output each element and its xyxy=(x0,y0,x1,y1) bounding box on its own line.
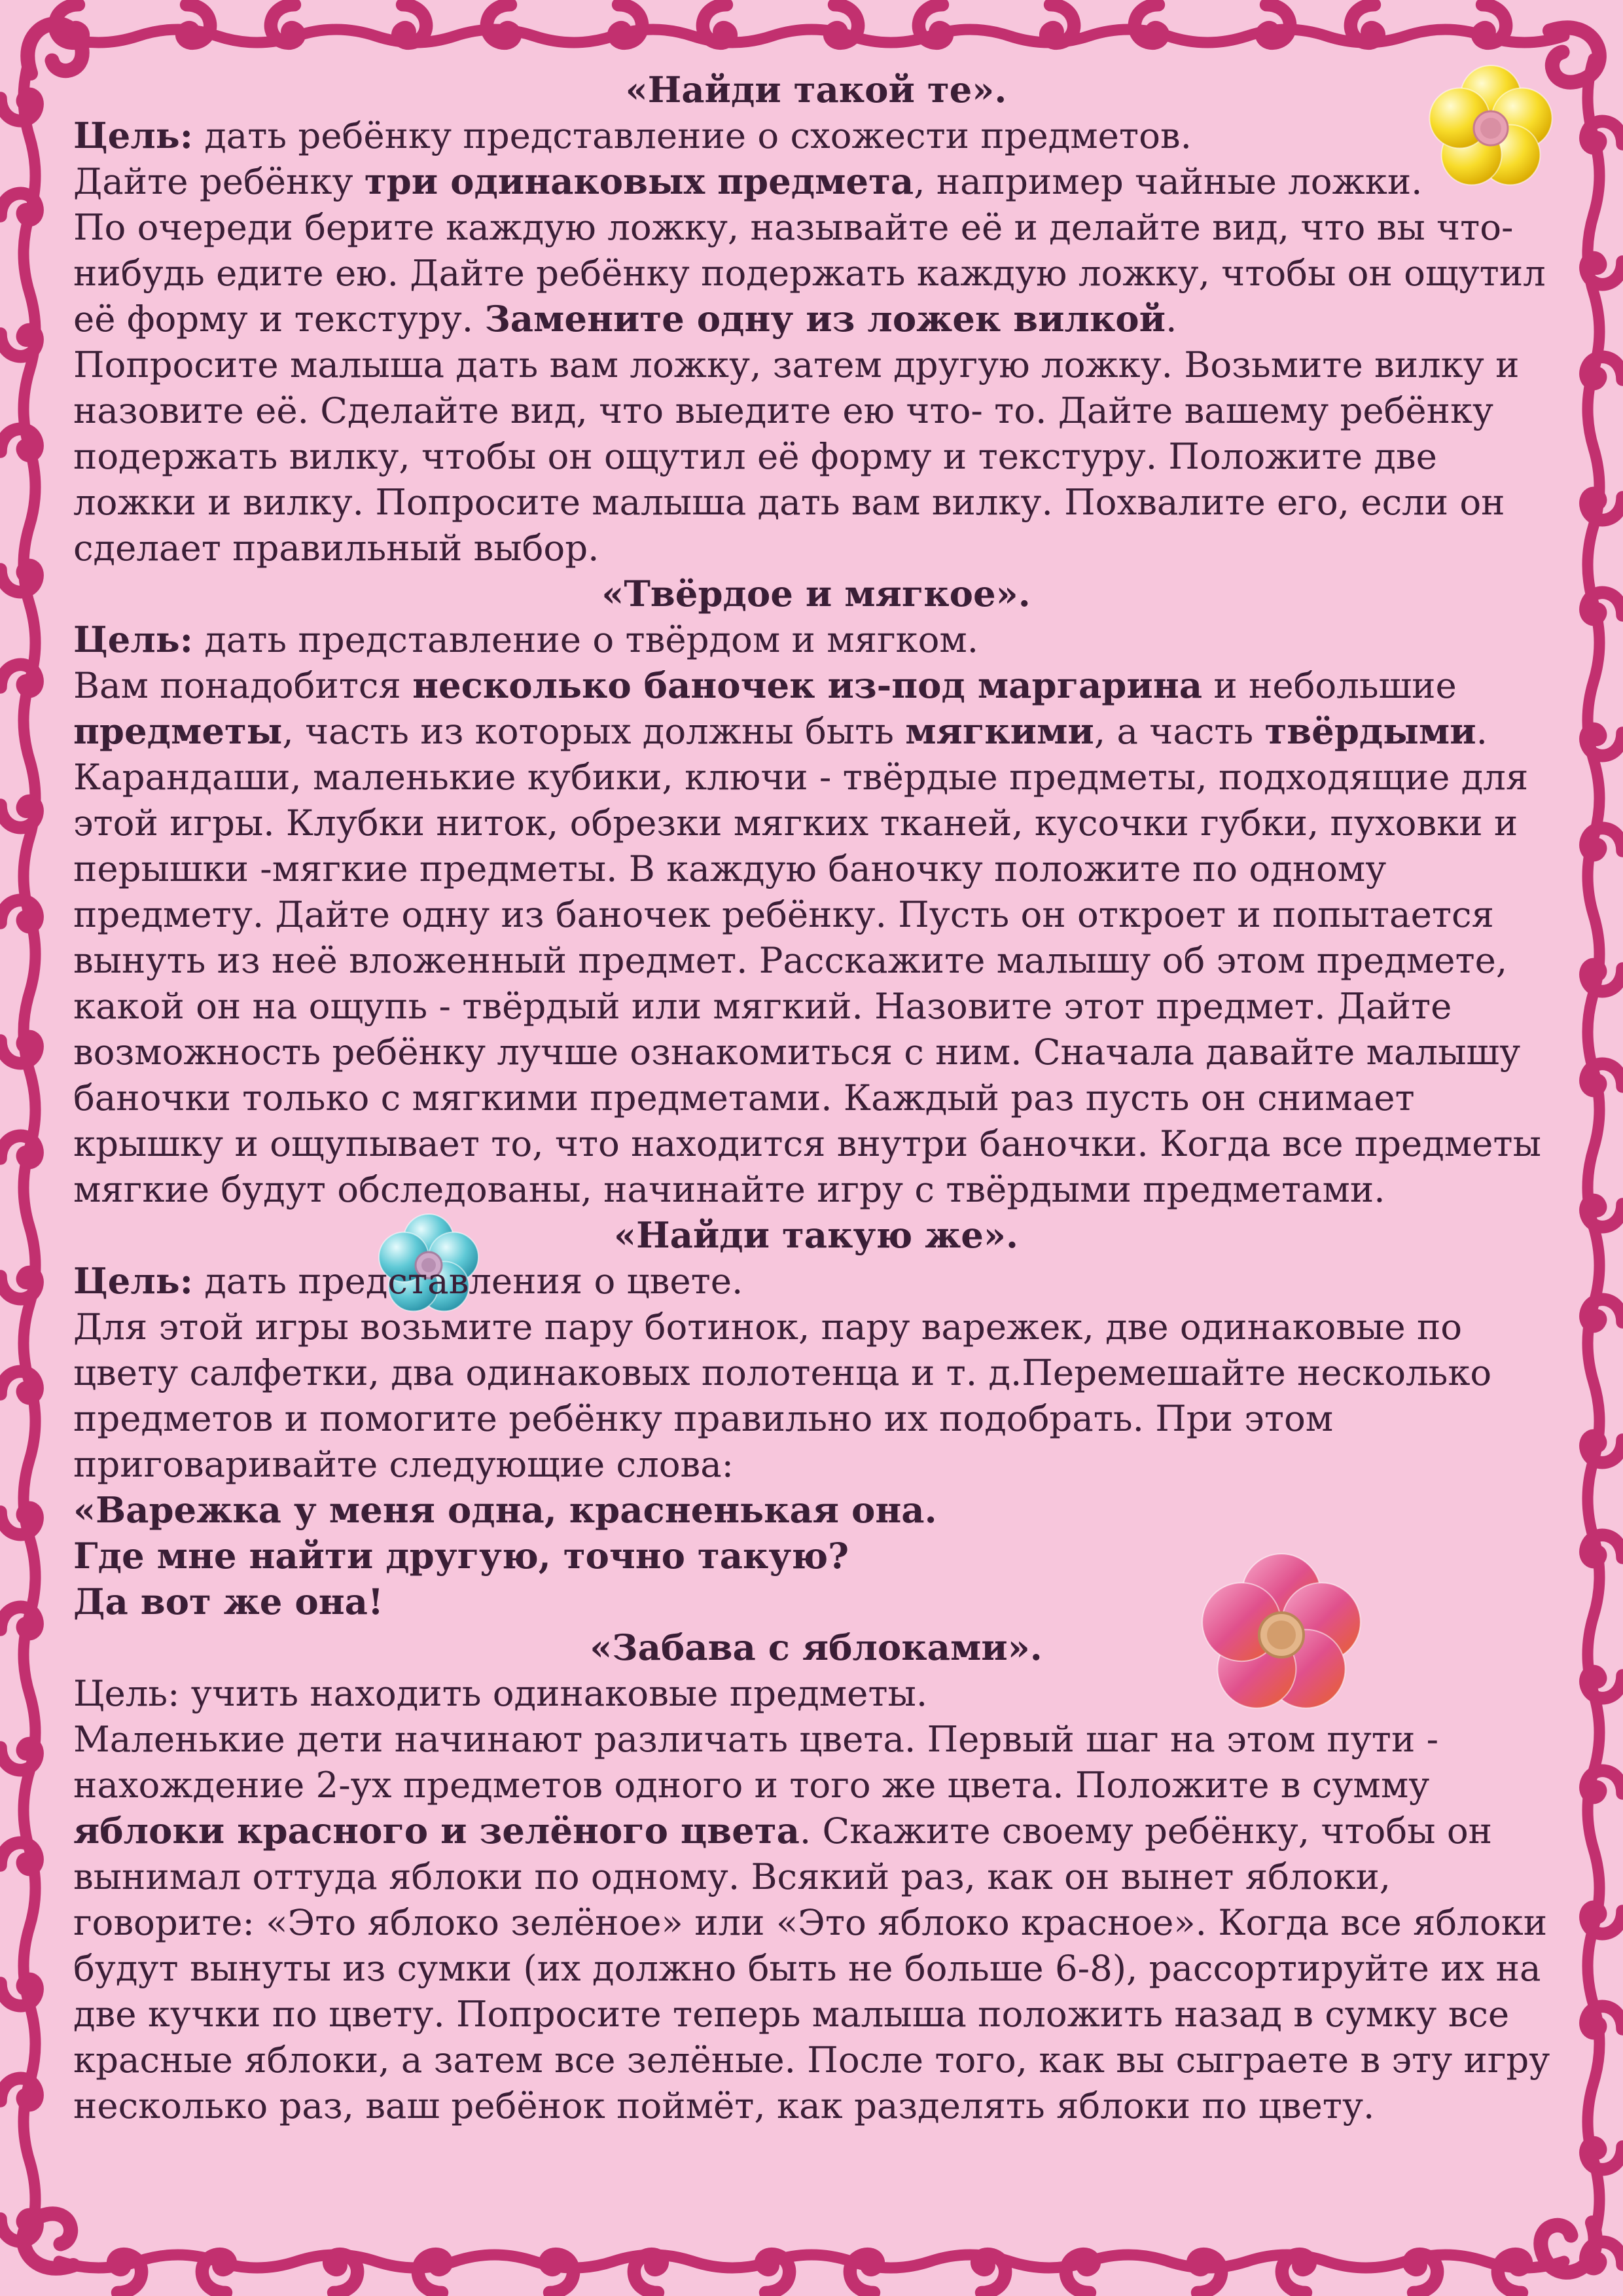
border-swirl xyxy=(1046,5,1074,43)
text-span: , а часть xyxy=(1094,710,1265,752)
border-swirl xyxy=(1586,1435,1622,1462)
border-swirl xyxy=(1066,2254,1094,2293)
bold-span: твёрдыми xyxy=(1264,710,1476,752)
border-swirl xyxy=(1,565,37,592)
border-swirl xyxy=(1586,357,1622,384)
border-swirl xyxy=(113,2254,141,2293)
border-swirl xyxy=(977,2254,1005,2293)
border-swirl xyxy=(919,5,947,43)
border-swirl xyxy=(1,1371,37,1398)
bold-span: Замените одну из ложек вилкой xyxy=(484,298,1166,340)
border-swirl xyxy=(398,5,426,43)
border-swirl xyxy=(1586,1200,1622,1227)
border-swirl xyxy=(1,900,37,927)
border-swirl xyxy=(329,2254,357,2293)
border-swirl xyxy=(1,1136,37,1162)
border-swirl xyxy=(545,2254,573,2293)
border-swirl xyxy=(1,2078,37,2105)
goal-label: Цель: xyxy=(73,1260,193,1302)
border-swirl xyxy=(418,2254,446,2293)
border-swirl xyxy=(1586,257,1622,284)
text-span: , часть из которых должны быть xyxy=(282,710,906,752)
border-swirl xyxy=(1,1842,37,1869)
goal-text: дать представление о твёрдом и мягком. xyxy=(192,619,979,660)
goal-line xyxy=(73,1258,1559,1304)
border-swirl xyxy=(1,800,37,827)
border-swirl xyxy=(634,2254,662,2293)
section-title: «Твёрдое и мягкое». xyxy=(601,573,1031,615)
border-swirl xyxy=(1,329,37,356)
text-span: . Скажите своему ребёнку, чтобы он вынимал оттуда яблоки по одному. Всякий раз, как он вынет яблоки, говорите: «Это яблоко зелёное» или «Это яблоко красное». Когда все яблоки будут вынуты из сумки (их должно быть не больше 6-8), рассортируйте их на две кучки по цвету. Попросите теперь малыша положить назад в сумку все красные яблоки, а затем все зелёные. После того, как вы сыграете в эту игру несколько раз, ваш ребёнок поймёт, как разделять яблоки по цвету. xyxy=(73,1810,1550,2126)
border-swirl xyxy=(1,1507,37,1534)
goal-label: Цель: xyxy=(73,619,193,660)
verse-line: «Варежка у меня одна, красненькая она. xyxy=(73,1489,937,1531)
border-swirl xyxy=(1586,592,1622,619)
border-swirl xyxy=(703,5,731,43)
paragraph xyxy=(73,1716,1559,2128)
border-swirl xyxy=(202,2254,230,2293)
verse-line: Да вот же она! xyxy=(73,1581,383,1623)
bold-span: яблоки красного и зелёного цвета xyxy=(73,1810,800,1852)
paragraph: Карандаши, маленькие кубики, ключи - твёрдые предметы, подходящие для этой игры. Клубки ниток, обрезки мягких тканей, кусочки губки, пуховки и перышки -мягкие предметы. В каждую баночку положите по одному предмету. Дайте одну из баночек ребёнку. Пусть он откроет и попытается вынуть из неё вложенный предмет. Расскажите малышу об этом предмете, какой он на ощупь - твёрдый или мягкий. Назовите этот предмет. Дайте возможность ребёнку лучше ознакомиться с ним. Сначала давайте малышу баночки только с мягкими предметами. Каждый раз пусть он снимает крышку и ощупывает то, что находится внутри баночки. Когда все предметы мягкие будут обследованы, начинайте игру с твёрдыми предметами. xyxy=(73,756,1541,1210)
goal-line xyxy=(73,617,1559,662)
bold-span: предметы xyxy=(73,710,283,752)
border-swirl xyxy=(1409,2254,1437,2293)
bold-span: три одинаковых предмета xyxy=(364,160,914,202)
border-swirl xyxy=(1,1743,37,1770)
border-swirl xyxy=(1586,1671,1622,1698)
border-swirl xyxy=(1351,5,1379,43)
border-swirl xyxy=(1586,828,1622,855)
paragraph: Попросите малыша дать вам ложку, затем другую ложку. Возьмите вилку и назовите её. Сделайте вид, что выедите ею что- то. Дайте вашему ребёнку подержать вилку, чтобы он ощутил её форму и текстуру. Положите две ложки и вилку. Попросите малыша дать вам вилку. Похвалите его, если он сделает правильный выбор. xyxy=(73,344,1520,569)
goal-label: Цель: xyxy=(73,115,193,156)
border-swirl xyxy=(1,664,37,691)
section-title: «Забава с яблоками». xyxy=(590,1626,1043,1668)
text-span: и небольшие xyxy=(1202,664,1457,706)
border-wave xyxy=(59,2255,1564,2268)
border-swirl xyxy=(1,1607,37,1634)
border-swirl xyxy=(1586,1299,1622,1326)
border-swirl xyxy=(1586,1907,1622,1933)
border-swirl xyxy=(1,1036,37,1063)
goal-text: дать ребёнку представление о схожести предметов. xyxy=(192,115,1192,156)
text-span: Дайте ребёнку xyxy=(73,160,365,202)
border-swirl xyxy=(1586,1770,1622,1797)
section-title: «Найди такую же». xyxy=(614,1214,1018,1256)
border-swirl xyxy=(1586,728,1622,755)
text-span: . xyxy=(1476,710,1488,752)
border-swirl xyxy=(1,1272,37,1299)
border-swirl xyxy=(271,5,299,43)
border-swirl xyxy=(1586,493,1622,520)
goal-line xyxy=(73,113,1559,158)
bold-span: несколько баночек из-под маргарина xyxy=(412,664,1203,706)
border-swirl xyxy=(1135,5,1163,43)
border-swirl xyxy=(1586,2142,1622,2169)
border-swirl xyxy=(1586,121,1622,148)
border-swirl xyxy=(1,429,37,456)
border-swirl xyxy=(1,1979,37,2005)
goal-line: Цель: учить находить одинаковые предметы. xyxy=(73,1672,928,1714)
text-span: , например чайные ложки. xyxy=(914,160,1423,202)
border-swirl xyxy=(1,94,37,120)
text-span: Вам понадобится xyxy=(73,664,413,706)
paragraph xyxy=(73,158,1559,204)
section-title: «Найди такой те». xyxy=(625,69,1007,111)
border-swirl xyxy=(761,2254,789,2293)
paragraph xyxy=(73,662,1559,754)
border-swirl xyxy=(1586,1064,1622,1090)
border-swirl xyxy=(1478,5,1506,43)
border-swirl xyxy=(1586,1535,1622,1562)
article-body xyxy=(73,67,1559,2128)
goal-text: дать представления о цвете. xyxy=(192,1260,743,1302)
border-swirl xyxy=(614,5,642,43)
border-swirl xyxy=(1498,2254,1526,2293)
border-swirl xyxy=(182,5,210,43)
border-swirl xyxy=(1262,5,1290,43)
text-span: . xyxy=(1166,298,1177,340)
bold-span: мягкими xyxy=(905,710,1094,752)
paragraph xyxy=(73,204,1559,342)
border-swirl xyxy=(1193,2254,1221,2293)
border-swirl xyxy=(1586,964,1622,991)
text-span: Маленькие дети начинают различать цвета. Первый шаг на этом пути - нахождение 2-ух предметов одного и того же цвета. Положите в сумму xyxy=(73,1718,1439,1806)
paragraph: Для этой игры возьмите пару ботинок, пару варежек, две одинаковые по цвету салфетки, два одинаковых полотенца и т. д.Перемешайте несколько предметов и помогите ребёнку правильно их подобрать. При этом приговаривайте следующие слова: xyxy=(73,1306,1492,1485)
border-swirl xyxy=(1282,2254,1310,2293)
text-span: По очереди берите каждую ложку, называйте её и делайте вид, что вы что-нибудь едите ею. Дайте ребёнку подержать каждую ложку, чтобы он ощутил её форму и текстуру. xyxy=(73,206,1546,340)
border-swirl xyxy=(1586,2006,1622,2033)
verse-line: Где мне найти другую, точно такую? xyxy=(73,1535,849,1577)
border-swirl xyxy=(850,2254,878,2293)
border-swirl xyxy=(1,193,37,220)
border-swirl xyxy=(487,5,515,43)
border-swirl xyxy=(830,5,858,43)
